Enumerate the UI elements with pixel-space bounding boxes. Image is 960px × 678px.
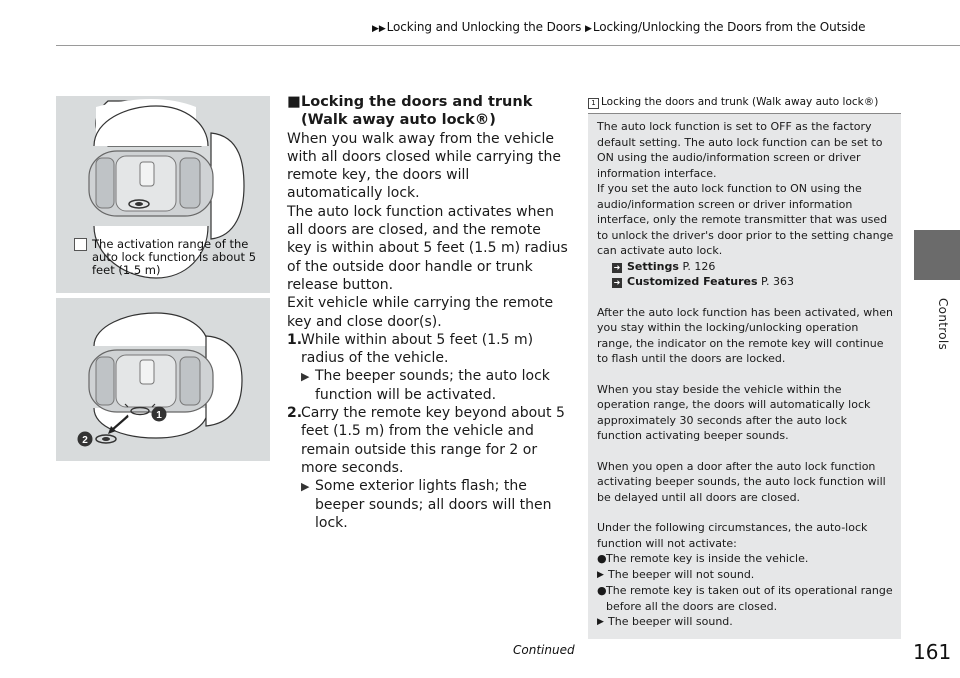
reference-arrow-icon: ➜ (613, 278, 621, 287)
side-note (588, 96, 901, 639)
step-1-result: ▶ The beeper sounds; the auto lock function will be activated. (301, 368, 550, 403)
result-arrow-icon: ▶ (301, 370, 310, 384)
chapter-tab-label: Controls (936, 298, 950, 351)
note-bullet: ● The remote key is taken out of its operational range before all the doors are closed. (597, 584, 893, 613)
marker-2-label: 2 (82, 435, 88, 446)
note-body (597, 119, 895, 631)
note-paragraph: If you set the auto lock function to ON using the audio/information screen or driver information interface, only the remote transmitter that was used to unlock the driver's door prior to the setting change can activate auto lock. (597, 182, 894, 257)
walk-away-illustration (56, 298, 270, 461)
car-top-view (89, 151, 213, 216)
activation-range-figure (56, 96, 270, 293)
caption-marker-icon (74, 238, 87, 251)
main-content (287, 93, 569, 532)
result-arrow-icon: ▶ (597, 569, 604, 580)
side-range-zone (211, 133, 244, 239)
page-number: 161 (913, 640, 952, 664)
breadcrumb-section[interactable]: Locking and Unlocking the Doors (386, 20, 582, 34)
page-header (0, 0, 960, 46)
note-paragraph: Under the following circumstances, the auto-lock function will not activate: (597, 521, 868, 550)
exit-paragraph: Exit vehicle while carrying the remote key and close door(s). (287, 295, 554, 330)
intro-paragraph: When you walk away from the vehicle with all doors closed while carrying the remote key, the doors will automatically lock. (287, 130, 561, 202)
note-index-icon: 1 (588, 98, 599, 109)
walk-away-figure (56, 298, 270, 461)
breadcrumb (372, 20, 865, 34)
customized-features-reference[interactable]: ➜ Customized Features P. 363 (613, 275, 794, 288)
car-top-view (89, 350, 213, 412)
step-2-result: ▶ Some exterior lights flash; the beeper sounds; all doors will then lock. (301, 478, 552, 531)
bullet-icon: ● (597, 552, 607, 565)
arrow-icon: ▶ (585, 24, 592, 34)
header-divider (56, 45, 960, 46)
continued-label: Continued (513, 643, 575, 657)
section-heading: ■ Locking the doors and trunk (Walk away auto lock®) (287, 94, 533, 129)
settings-reference[interactable]: ➜ Settings P. 126 (613, 259, 716, 273)
note-bullet: ● The remote key is inside the vehicle. (597, 552, 809, 565)
front-range-arc (94, 313, 208, 346)
double-arrow-icon: ▶▶ (372, 24, 386, 34)
note-paragraph: When you open a door after the auto lock function activating beeper sounds, the auto lock function will be delayed until all doors are closed. (597, 459, 886, 504)
heading-square-icon: ■ (287, 94, 301, 110)
step-1: 1. While within about 5 feet (1.5 m) radius of the vehicle. (287, 331, 534, 367)
chapter-tab (914, 230, 960, 280)
reference-arrow-icon: ➜ (613, 262, 621, 272)
note-bullet-result: ▶ The beeper will sound. (597, 614, 895, 631)
step-2: 2. Carry the remote key beyond about 5 feet (1.5 m) from the vehicle and remain outside this range for 2 or more seconds. (287, 405, 565, 476)
note-paragraph: After the auto lock function has been activated, when you stay within the locking/unlocking operation range, the indicator on the remote key will continue to flash until the doors are locked. (597, 305, 893, 365)
activation-paragraph: The auto lock function activates when all doors are closed, and the remote key is within about 5 feet (1.5 m) radius of the outside door handle or trunk release button. (287, 203, 568, 293)
note-paragraph: When you stay beside the vehicle within the operation range, the doors will automatically lock approximately 30 seconds after the auto lock function activating beeper sounds. (597, 382, 871, 442)
note-bullet-result: ▶ The beeper will not sound. (597, 567, 895, 584)
remote-key-icon (96, 435, 116, 443)
figure-caption: The activation range of the auto lock function is about 5 feet (1.5 m) (74, 238, 262, 277)
breadcrumb-topic[interactable]: Locking/Unlocking the Doors from the Outside (592, 20, 866, 34)
bullet-icon: ● (597, 584, 607, 597)
result-arrow-icon: ▶ (301, 480, 310, 494)
note-title: 1 Locking the doors and trunk (Walk away auto lock®) (588, 96, 901, 114)
result-arrow-icon: ▶ (597, 617, 604, 627)
note-paragraph: The auto lock function is set to OFF as the factory default setting. The auto lock function can be set to ON using the audio/information screen or driver information interface. (597, 120, 883, 180)
marker-1-label: 1 (156, 410, 162, 421)
